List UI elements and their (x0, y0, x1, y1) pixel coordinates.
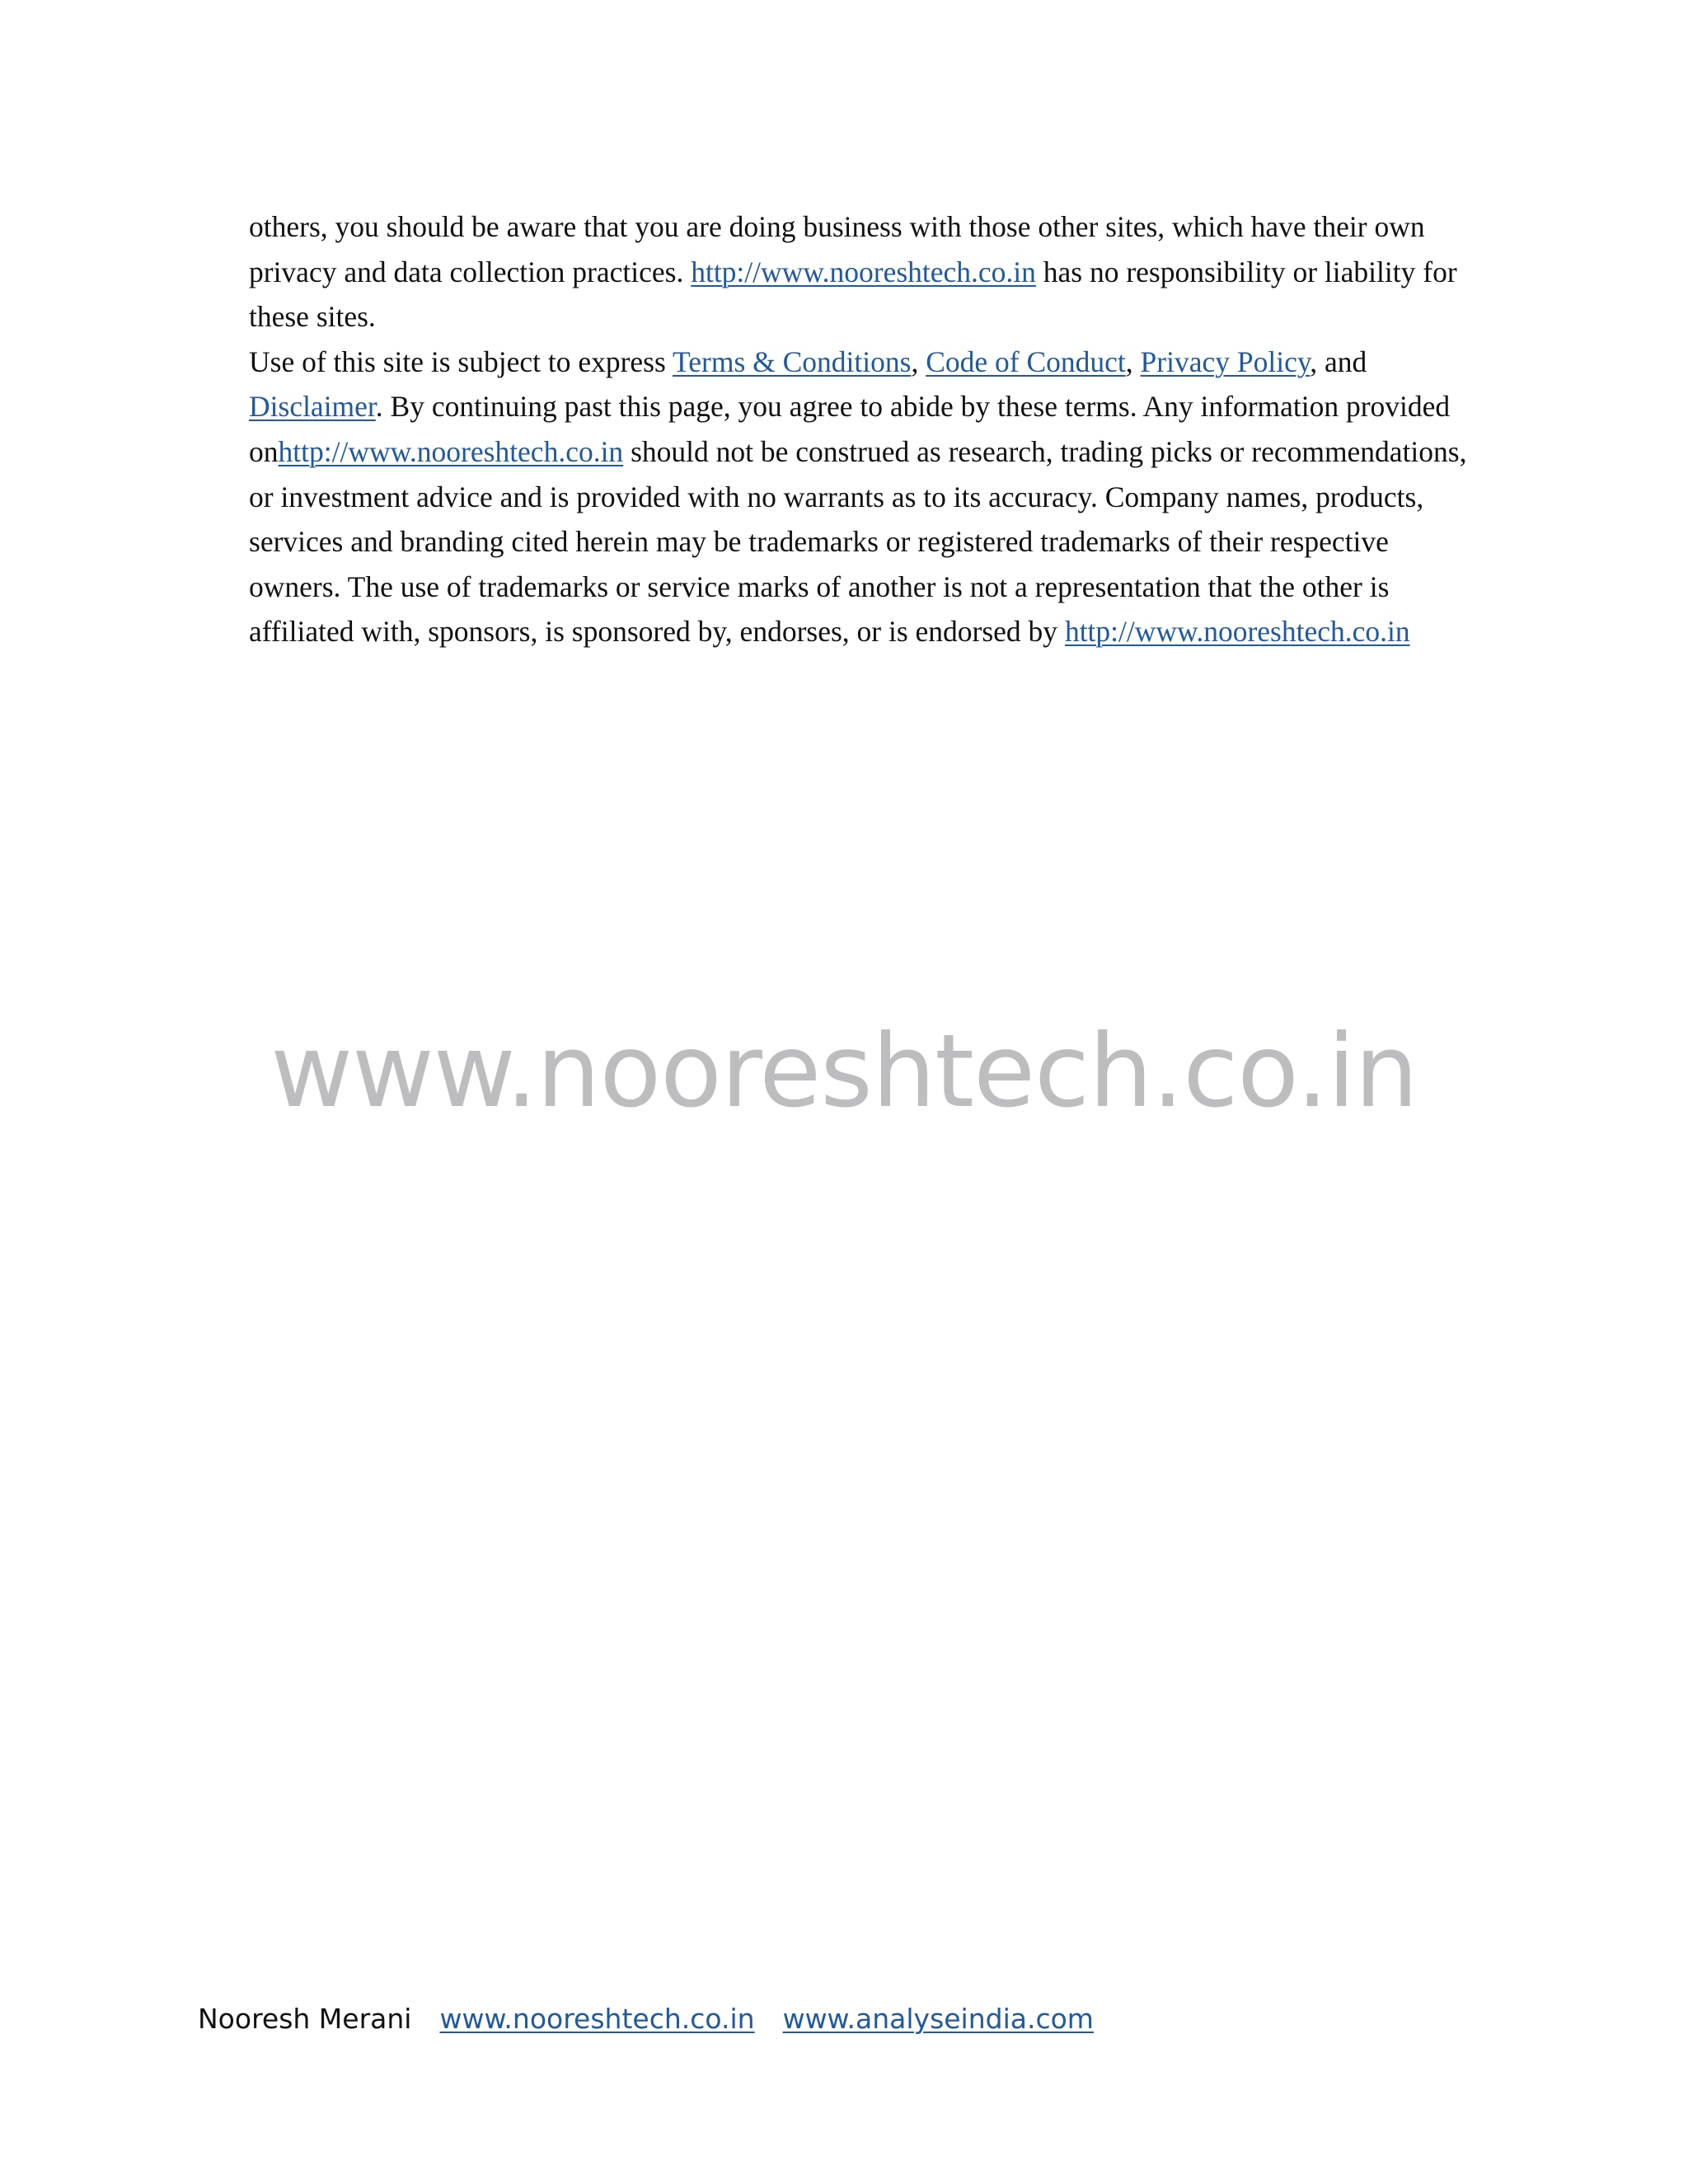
paragraph1-text-start: others, you should be aware that you are doing business with those other sites, which have their own privacy and data collection practices. (249, 210, 1425, 288)
terms-conditions-link[interactable]: Terms & Conditions (673, 344, 912, 378)
footer-author: Nooresh Merani (198, 2003, 412, 2035)
code-of-conduct-link[interactable]: Code of Conduct (926, 344, 1126, 378)
nooreshtech-link[interactable]: http://www.nooreshtech.co.in (691, 255, 1036, 288)
and-separator: , and (1310, 344, 1367, 378)
comma-separator: , (911, 344, 926, 378)
paragraph1-text-end: has no responsibility or liability for these sites. (249, 255, 1457, 334)
comma-separator: , (1125, 344, 1141, 378)
watermark: www.nooreshtech.co.in (270, 1013, 1418, 1130)
paragraph2-text-middle: . By continuing past this page, you agree to abide by these terms. Any information provided on (249, 390, 1451, 468)
page-footer (198, 2001, 1094, 2037)
body-text (249, 204, 1485, 654)
disclaimer-link[interactable]: Disclaimer (249, 390, 376, 424)
paragraph-third-party-sites (249, 204, 1485, 340)
footer-analyseindia-link[interactable]: www.analyseindia.com (782, 2003, 1094, 2035)
nooreshtech-link[interactable]: http://www.nooreshtech.co.in (278, 434, 624, 468)
privacy-policy-link[interactable]: Privacy Policy (1140, 344, 1311, 378)
footer-nooreshtech-link[interactable]: www.nooreshtech.co.in (439, 2003, 755, 2035)
paragraph2-text-start: Use of this site is subject to express (249, 344, 673, 378)
paragraph2-text-trademarks: should not be construed as research, trading picks or recommendations, or investment advice and is provided with no warrants as to its accuracy. Company names, products, services and branding cited herein may be trademarks or registered trademarks of their respective owners. The use of trademarks or service marks of another is not a representation that the other is affiliated with, sponsors, is sponsored by, endorses, or is endorsed by (249, 434, 1467, 649)
nooreshtech-link[interactable]: http://www.nooreshtech.co.in (1064, 615, 1410, 649)
paragraph-terms-of-use (249, 340, 1485, 654)
